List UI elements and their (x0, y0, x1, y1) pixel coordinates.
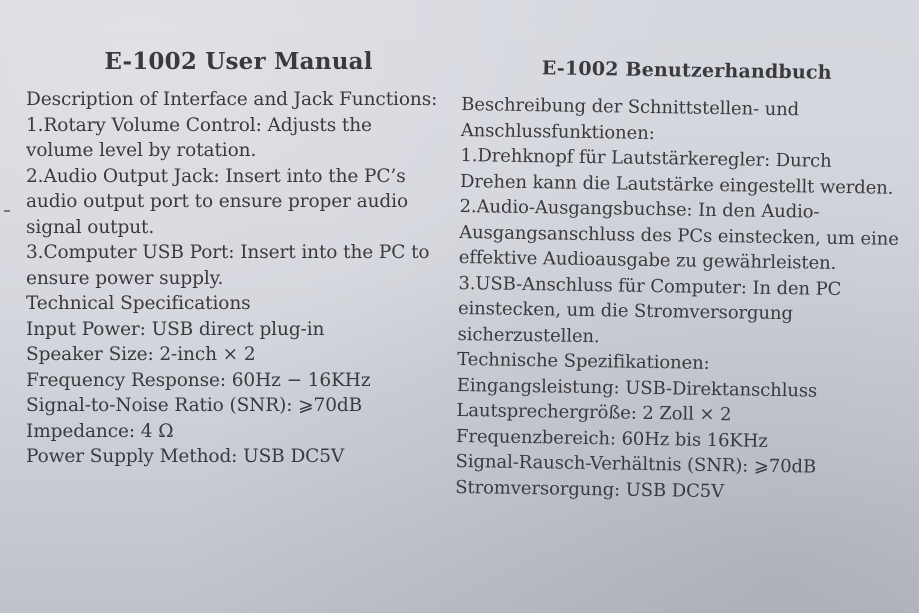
english-line: 1.Rotary Volume Control: Adjusts the (26, 114, 372, 136)
english-line: Frequency Response: 60Hz − 16KHz (26, 369, 371, 391)
german-line: Stromversorgung: USB DC5V (455, 476, 725, 502)
german-line: Lautsprechergröße: 2 Zoll × 2 (456, 399, 732, 426)
english-line: volume level by rotation. (26, 140, 257, 161)
english-lines (26, 87, 451, 470)
german-line: Beschreibung der Schnittstellen- und (461, 93, 800, 121)
german-line: Ausgangsanschluss des PCs einstecken, um eine (459, 221, 899, 250)
margin-mark (4, 210, 10, 212)
english-line: audio output port to ensure proper audio (26, 191, 408, 212)
english-line: Speaker Size: 2-inch × 2 (26, 344, 256, 365)
german-line: Technische Spezifikationen: (457, 348, 710, 374)
english-line: Impedance: 4 Ω (26, 420, 174, 442)
english-line: signal output. (26, 216, 155, 238)
english-line: Technical Specifications (26, 293, 251, 314)
english-line: Description of Interface and Jack Functions: (26, 89, 438, 110)
german-column (455, 56, 912, 507)
german-line: 1.Drehknopf für Lautstärkeregler: Durch (460, 144, 832, 172)
german-line: Anschlussfunktionen: (460, 119, 655, 144)
english-line: 2.Audio Output Jack: Insert into the PC’s (26, 165, 406, 187)
english-line: 3.Computer USB Port: Insert into the PC to (26, 242, 430, 263)
german-line: Drehen kann die Lautstärke eingestellt werden. (459, 170, 894, 199)
english-column (26, 48, 451, 470)
german-line: Signal-Rausch-Verhältnis (SNR): ⩾70dB (455, 450, 817, 478)
english-line: Signal-to-Noise Ratio (SNR): ⩾70dB (26, 395, 363, 416)
english-title: E-1002 User Manual (104, 48, 373, 75)
english-line: ensure power supply. (26, 267, 224, 289)
german-line: effektive Audioausgabe zu gewährleisten. (458, 246, 837, 274)
english-line: Power Supply Method: USB DC5V (26, 446, 345, 467)
german-line: sicherzustellen. (457, 323, 600, 347)
german-line: 2.Audio-Ausgangsbuchse: In den Audio- (459, 195, 820, 223)
german-line: einstecken, um die Stromversorgung (457, 297, 794, 325)
german-line: Frequenzbereich: 60Hz bis 16KHz (455, 425, 768, 452)
german-lines (455, 92, 911, 507)
german-title: E-1002 Benutzerhandbuch (541, 57, 832, 84)
english-line: Input Power: USB direct plug-in (26, 318, 325, 340)
german-line: 3.USB-Anschluss für Computer: In den PC (458, 272, 842, 300)
german-line: Eingangsleistung: USB-Direktanschluss (456, 374, 818, 402)
